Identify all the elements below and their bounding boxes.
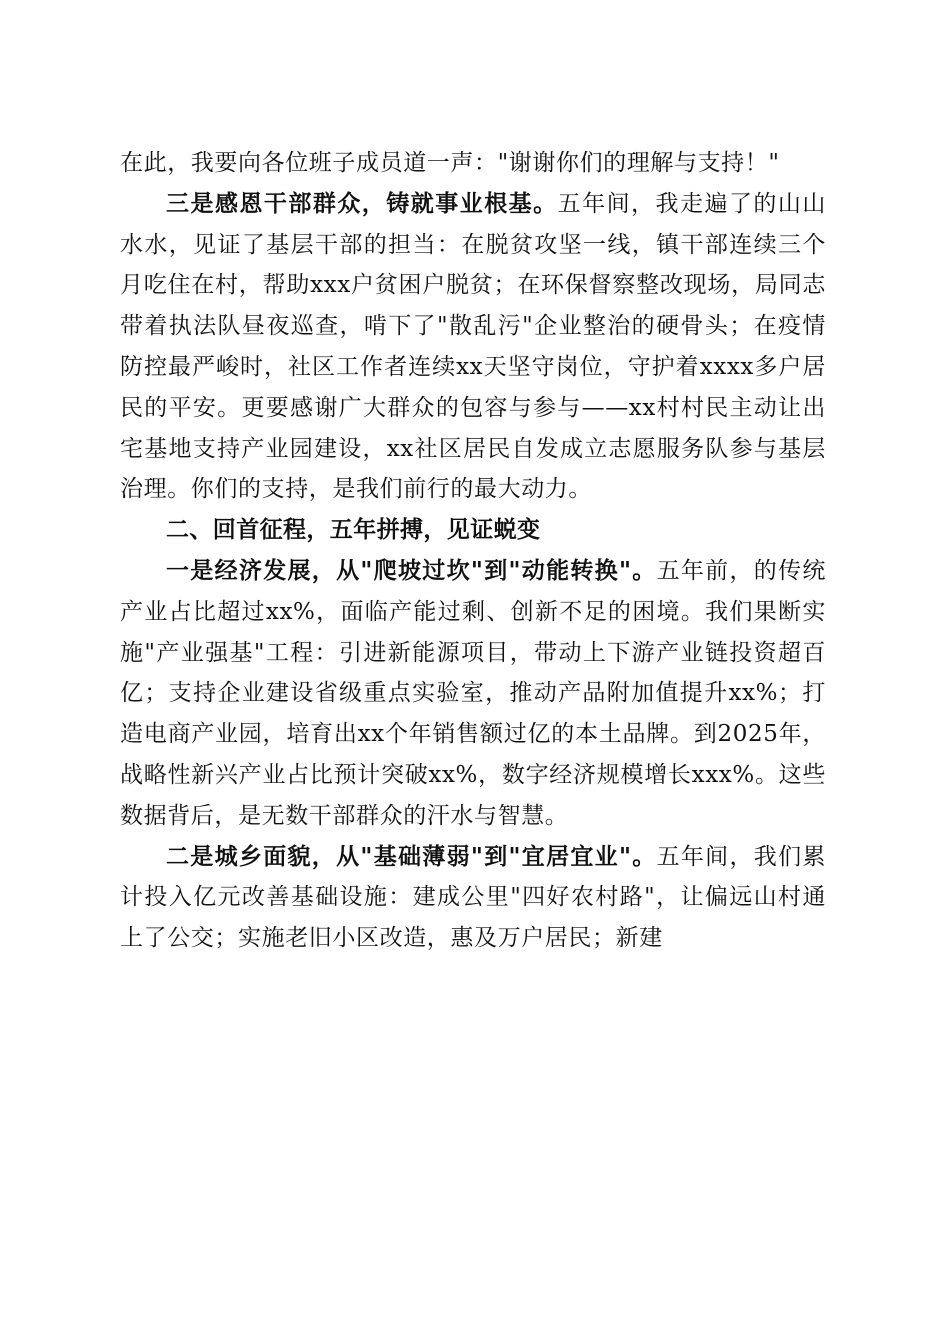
- paragraph-text: 五年前，的传统产业占比超过xx%，面临产能过剩、创新不足的困境。我们果断实施"产业强基"工程：引进新能源项目，带动上下游产业链投资超百亿；支持企业建设省级重点实验室，推动产品附加值提升xx%；打造电商产业园，培育出xx个年销售额过亿的本土品牌。到2025年，战略性新兴产业占比预计突破xx%，数字经济规模增长xxx%。这些数据背后，是无数干部群众的汗水与智慧。: [120, 557, 826, 829]
- document-body: [120, 143, 826, 959]
- paragraph-thanks-team: 在此，我要向各位班子成员道一声："谢谢你们的理解与支持！": [120, 150, 780, 176]
- paragraph-thanks-cadres: [120, 184, 826, 510]
- paragraph-text: 五年间，我们累计投入亿元改善基础设施：建成公里"四好农村路"，让偏远山村通上了公交；实施老旧小区改造，惠及万户居民；新建: [120, 843, 826, 952]
- paragraph-text: 五年间，我走遍了的山山水水，见证了基层干部的担当：在脱贫攻坚一线，镇干部连续三个月吃住在村，帮助xxx户贫困户脱贫；在环保督察整改现场，局同志带着执法队昼夜巡查，啃下了"散乱污"企业整治的硬骨头；在疫情防控最严峻时，社区工作者连续xx天坚守岗位，守护着xxxx多户居民的平安。更要感谢广大群众的包容与参与——xx村村民主动让出宅基地支持产业园建设，xx社区居民自发成立志愿服务队参与基层治理。你们的支持，是我们前行的最大动力。: [120, 190, 826, 503]
- paragraph-lead: 一是经济发展，从"爬坡过坎"到"动能转换"。: [166, 556, 657, 584]
- section-heading: 二、回首征程，五年拼搏，见证蜕变: [166, 517, 541, 544]
- paragraph-economy: [120, 551, 826, 837]
- paragraph-lead: 二是城乡面貌，从"基础薄弱"到"宜居宜业"。: [166, 842, 657, 870]
- paragraph-urban-rural: [120, 837, 826, 959]
- paragraph-lead: 三是感恩干部群众，铸就事业根基。: [166, 189, 558, 217]
